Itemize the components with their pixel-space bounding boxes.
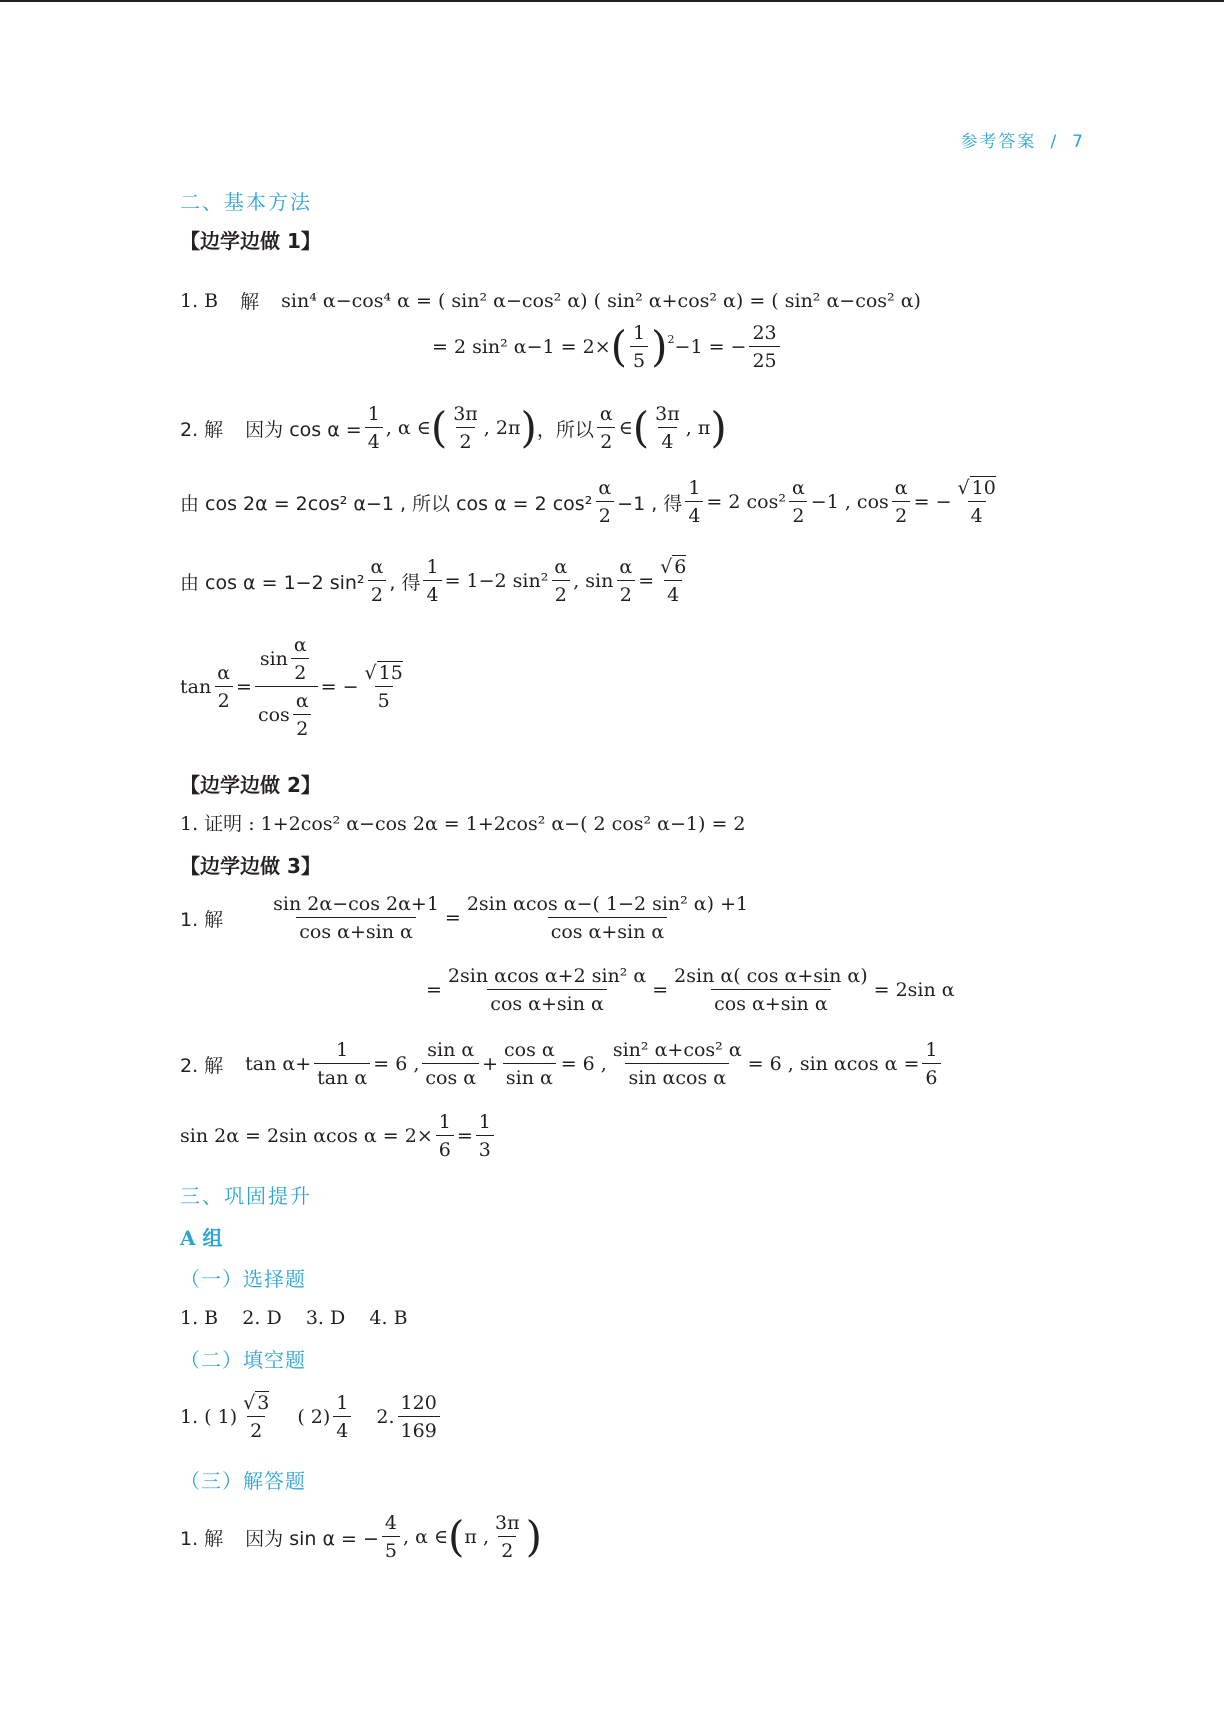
expression: = 2 sin² α−1 = 2× [432,336,611,358]
solve-label: 解 [240,291,260,313]
fraction: $\frac{\text{2sin α( cos α+sin α)}}{\text{cos α+sin α}}$ [674,965,868,1015]
subsection-solution: （三）解答题 [180,1469,306,1493]
fraction: $\frac{1}{\text{tan α}}$ [314,1039,370,1089]
fraction: $\frac{1}{6}$ [436,1111,454,1161]
expression: = 2 cos² [706,491,786,513]
left-paren: ( [632,403,650,452]
exponent: 2 [667,332,675,346]
fraction: $\frac{\alpha}{2}$ [789,477,808,527]
fraction: $\frac{23}{25}$ [749,322,779,372]
top-border [0,0,1224,2]
expression: tan α+ [245,1053,312,1075]
running-header [960,127,1085,152]
root-fraction: $\frac{√ 15}{5}$ [364,662,403,712]
fraction: $\frac{\alpha}{2}$ [595,477,614,527]
fraction: $\frac{3\pi}{2}$ [453,403,478,453]
expression: ∈ [618,417,633,439]
problem-number: 2. 解 [180,1054,224,1077]
expression: = 6 , sin αcos α = [747,1053,920,1075]
expression: , 2π [483,417,521,439]
problem-2-line-1 [180,403,727,453]
fraction: $\frac{\text{sin α}}{\text{cos α}}$ [422,1039,479,1089]
fraction: $\frac{\text{2sin αcos α−( 1−2 sin² α) +1}}{\text{cos α+sin α}}$ [466,893,749,943]
header-title: 参考答案 [960,132,1037,152]
fraction: $\frac{\alpha}{2}$ [368,556,387,606]
expression: ，所以 [536,418,594,441]
expression: = 1−2 sin² [444,570,549,592]
problem-3-line-2 [426,965,955,1015]
problem-3-line-1 [180,893,754,943]
expression: , α ∈ [403,1526,449,1548]
exercise-heading-3: 【边学边做 3】 [180,854,321,878]
problem-4-line-2 [180,1111,497,1161]
fraction: $\frac{4}{5}$ [382,1512,400,1562]
fraction: $\frac{3\pi}{4}$ [655,403,680,453]
problem-number: 1. 解 [180,908,224,931]
expression: = [444,907,461,929]
fraction: $\frac{\text{2sin αcos α+2 sin² α}}{\text{cos α+sin α}}$ [447,965,647,1015]
fraction: $\frac{\alpha}{2}$ [616,556,635,606]
expression: π , [464,1526,489,1548]
problem-1-line-1 [180,287,921,314]
exercise-heading-2: 【边学边做 2】 [180,773,321,797]
fraction: $\frac{1}{4}$ [685,477,703,527]
left-paren: ( [610,322,628,371]
expression: −1 = − [674,336,747,358]
expression: = 6 , [373,1053,420,1075]
expression: = [652,979,669,1001]
fraction: $\frac{1}{5}$ [630,322,648,372]
expression: 因为 sin α = − [245,1527,379,1550]
expression: sin 2α = 2sin αcos α = 2× [180,1125,433,1147]
fraction: $\frac{1}{4}$ [333,1392,351,1442]
proof-line: 1. 证明 : 1+2cos² α−cos 2α = 1+2cos² α−( 2 cos² α−1) = 2 [180,813,746,835]
fraction: $\frac{1}{6}$ [922,1039,940,1089]
problem-2-line-2 [180,477,1002,527]
fraction: $\frac{\alpha}{2}$ [892,477,911,527]
root-fraction: $\frac{√ 3}{2}$ [243,1392,270,1442]
expression: = 6 , [560,1053,607,1075]
fraction: $\frac{\alpha}{2}$ [214,662,233,712]
right-paren: ) [520,403,537,452]
page-number: 7 [1072,132,1085,152]
fraction: $\frac{120}{169}$ [398,1392,440,1442]
solution-1-line-1 [180,1512,542,1562]
problem-2-line-4 [180,634,409,740]
left-paren: ( [430,403,448,452]
expression: 因为 cos α = [245,418,362,441]
problem-1-line-2 [432,322,783,372]
right-paren: ) [525,1512,542,1561]
expression: 1. ( 1) [180,1406,238,1428]
fraction: $\frac{1}{4}$ [423,556,441,606]
expression: tan [180,676,212,698]
fraction: $\frac{1}{4}$ [365,403,383,453]
expression: ( 2) [297,1406,331,1428]
exercise-heading-1: 【边学边做 1】 [180,229,321,253]
expression: = 2sin α [873,979,955,1001]
expression: , 得 [389,571,421,594]
problem-number: 1. B [180,289,219,312]
expression: , sin [573,570,614,592]
expression: 2. [376,1406,395,1428]
fraction: $\frac{\text{cos α}}{\text{sin α}}$ [504,1039,555,1089]
expression: −1 , 得 [617,492,683,515]
expression: = [426,979,442,1001]
expression: , α ∈ [385,417,431,439]
expression: = [236,676,252,698]
section-basic-methods: 二、基本方法 [180,190,312,214]
root-fraction: $\frac{√ 6}{4}$ [660,556,687,606]
fill-answers [180,1392,443,1442]
expression: = [456,1125,473,1147]
subsection-fill: （二）填空题 [180,1348,306,1372]
fraction: $\frac{\alpha}{2}$ [597,403,616,453]
problem-2-line-3 [180,556,692,606]
problem-number: 1. 解 [180,1527,224,1550]
problem-number: 2. 解 [180,418,224,441]
problem-4-line-1 [180,1039,944,1089]
expression: = − [320,676,359,698]
expression: −1 , cos [810,491,889,513]
compound-fraction: sin $\frac{\alpha}{2}$ cos $\frac{\alpha}{2}$ [255,634,318,740]
expression: + [482,1053,499,1075]
fraction: $\frac{1}{3}$ [476,1111,494,1161]
expression: = [638,570,655,592]
header-slash: / [1050,132,1059,152]
expression: 由 cos α = 1−2 sin² [180,571,365,594]
fraction: $\frac{\alpha}{2}$ [551,556,570,606]
expression: sin⁴ α−cos⁴ α = ( sin² α−cos² α) ( sin² α+cos² α) = ( sin² α−cos² α) [281,289,921,312]
expression: 由 cos 2α = 2cos² α−1 , 所以 cos α = 2 cos² [180,492,593,515]
fraction: $\frac{\sin 2\alpha-\cos 2\alpha+1}{\text{cos α+sin α}}$ [273,893,439,943]
section-consolidation: 三、巩固提升 [180,1184,312,1208]
fraction: $\frac{\text{sin² α+cos² α}}{\text{sin αcos α}}$ [612,1039,742,1089]
expression: , π [685,417,711,439]
subsection-choice: （一）选择题 [180,1267,306,1291]
right-paren: ) [651,322,668,371]
choice-answers: 1. B 2. D 3. D 4. B [180,1307,408,1329]
left-paren: ( [448,1512,465,1561]
expression: = − [913,491,952,513]
fraction: $\frac{3\pi}{2}$ [495,1512,520,1562]
group-a-heading: A 组 [180,1226,223,1250]
right-paren: ) [710,403,727,452]
root-fraction: $\frac{√ 10}{4}$ [957,477,996,527]
